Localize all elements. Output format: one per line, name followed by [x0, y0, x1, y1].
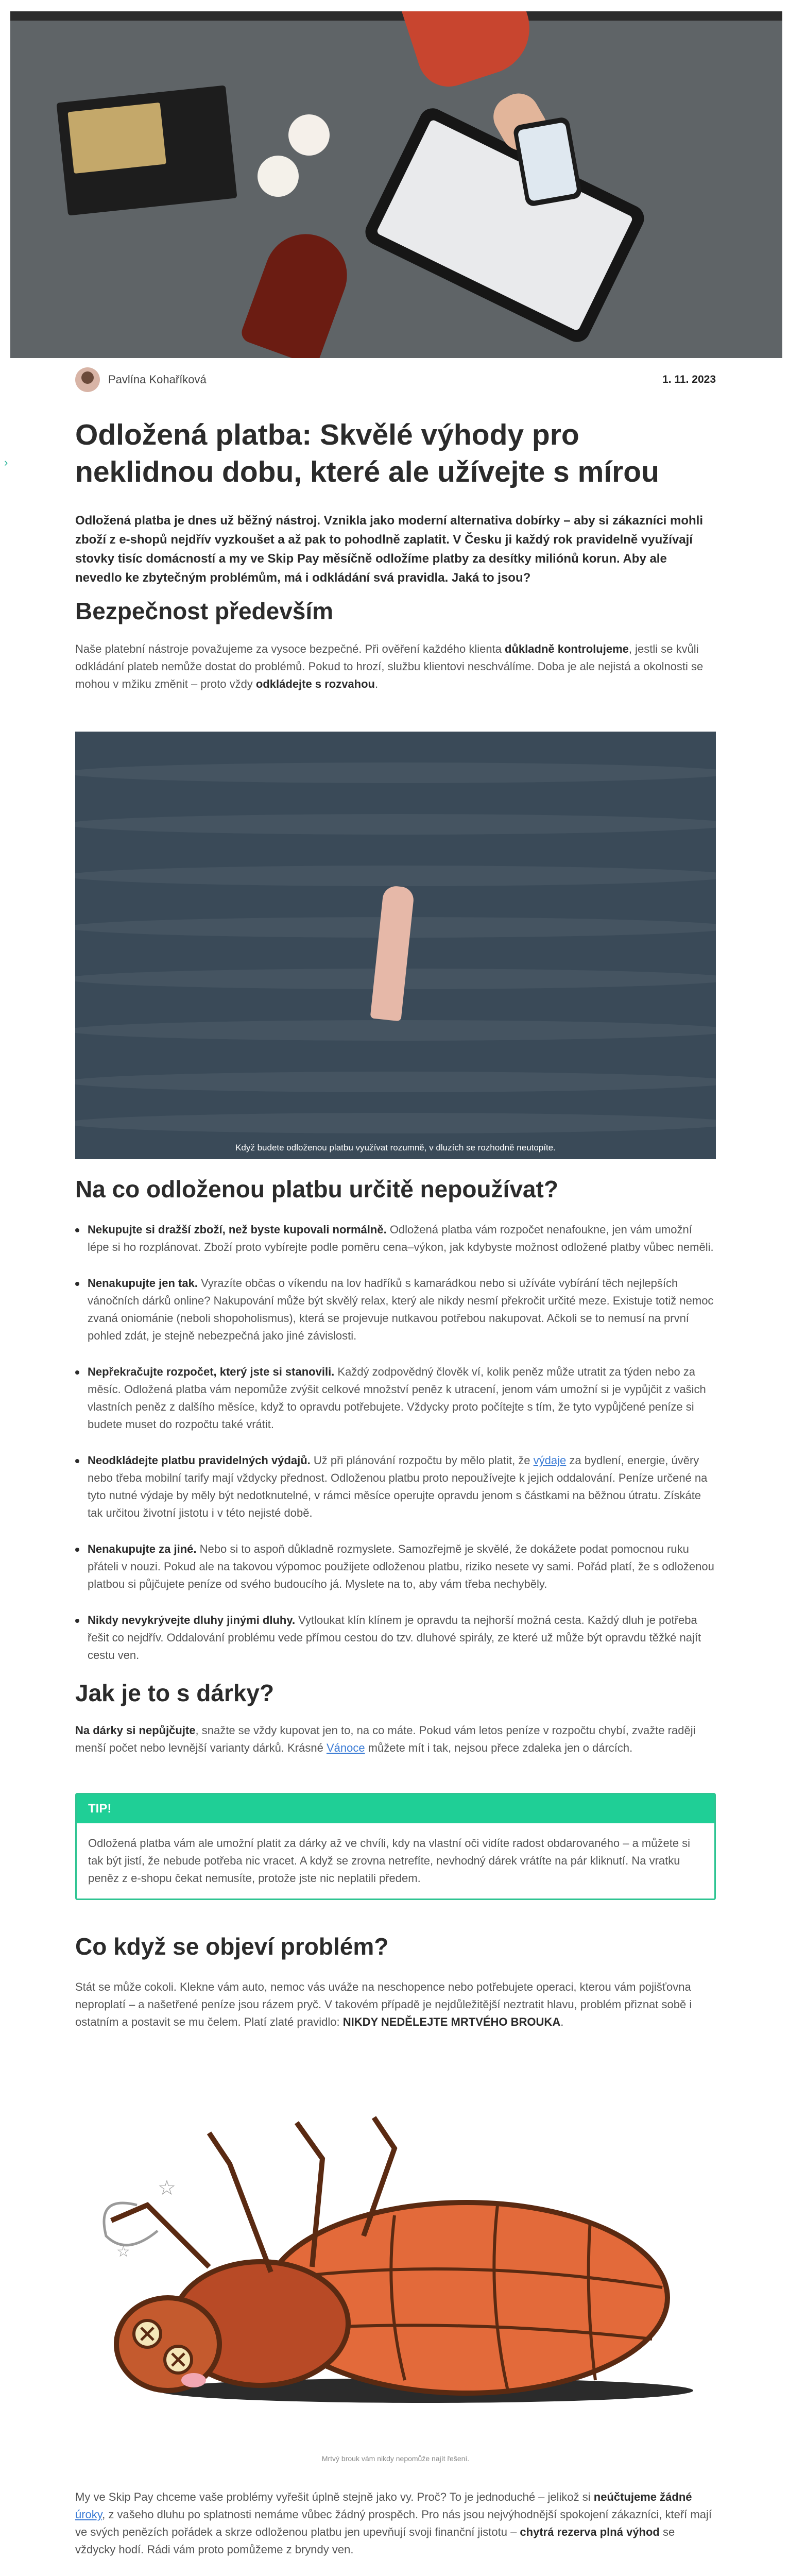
- hero-image: [10, 11, 782, 358]
- list-item: Neodkládejte platbu pravidelných výdajů. Už při plánování rozpočtu by mělo platit, že výdaje za bydlení, energie, úvěry nebo třeba mobilní tarify mají vždycky přednost. Odloženou platbu proto nepoužívejte k jejich oddalování. Peníze určené na tyto nutné výdaje by měly být nedotknutelné, v rámci měsíce operujte opravdu jenom s částkami na běžnou útratu. Získáte tak určitou životní jistotu i v této nejisté době.: [75, 1452, 716, 1522]
- tip-body: Odložená platba vám ale umožní platit za dárky až ve chvíli, kdy na vlastní oči vidíte radost obdarovaného – a můžete si tak být jistí, že nebude potřeba nic vracet. A když se zrovna netrefíte, nevhodný dárek vrátíte na pár kliknutí. Na vratku peněz z e-shopu čekat nemusíte, protože jste nic neplatili předem.: [88, 1837, 691, 1885]
- section-heading-problem: Co když se objeví problém?: [75, 1933, 389, 1960]
- approach-paragraph: [75, 2573, 716, 2576]
- photo-caption: Když budete odloženou platbu využívat rozumně, v dluzích se rozhodně neutopíte.: [235, 1143, 556, 1153]
- link-uroky[interactable]: úroky: [75, 2508, 102, 2521]
- arm-illustration: [370, 885, 415, 1022]
- author[interactable]: [75, 367, 207, 392]
- dead-bug-illustration: [75, 2102, 716, 2442]
- list-item: Nenakupujte za jiné. Nebo si to aspoň důkladně rozmyslete. Samozřejmě je skvělé, že dokážete podat pomocnou ruku přáteli v nouzi. Pokud ale na takovou výpomoc použijete odloženou platbu, riziko nesete vy sami. Pořád platí, že s odloženou platbou si půjčujete peníze od svého budoucího já. Myslete na to, aby vám třeba nechyběly.: [75, 1540, 716, 1593]
- tip-box-gifts: [75, 1793, 716, 1900]
- skippay-paragraph: My ve Skip Pay chceme vaše problémy vyřešit úplně stejně jako vy. Proč? To je jednoduché – jelikož si neúčtujeme žádné úroky, z vašeho dluhu po splatnosti nemáme vůbec žádný prospěch. Pro nás jsou nejvýhodnější spokojení zákazníci, kteří mají ve svých penězích pořádek a skrze odloženou platbu jen upevňují svoji finanční jistotu – chytrá rezerva plná výhod se vždycky hodí. Rádi vám proto pomůžeme z bryndy ven.: [75, 2490, 712, 2556]
- bug-caption: Mrtvý brouk vám nikdy nepomůže najít řešení.: [321, 2454, 470, 2463]
- list-item: Nenakupujte jen tak. Vyrazíte občas o víkendu na lov hadříků s kamarádkou nebo si užíváte vybírání těch nejlepších vánočních dárků online? Nakupování může být skvělý relax, který ale nikdy nesmí překročit určité meze. Existuje totiž nemoc zvaná oniománie (neboli shopoholismus), která se projevuje nutkavou potřebou nakupovat. Ačkoli se to nemusí na první pohled zdát, je stejně nebezpečná jako jiné závislosti.: [75, 1275, 716, 1345]
- problem-paragraph: Stát se může cokoli. Kleknе vám auto, nemoc vás uváže na neschopence nebo potřebujete operaci, kterou vám pojišťovna neproplatí – a našetřené peníze jsou rázem pryč. V takovém případě je nejdůležitější neztratit hlavu, problém přiznat sobě i ostatním a postavit se mu čelem. Platí zlaté pravidlo: NIKDY NEDĚLEJTE MRTVÉHO BROUKA.: [75, 1980, 692, 2028]
- section-heading-security: Bezpečnost především: [75, 598, 334, 624]
- link-vanoce[interactable]: Vánoce: [326, 1741, 365, 1754]
- list-item: Nekupujte si dražší zboží, než byste kupovali normálně. Odložená platba vám rozpočet nenafoukne, jen vám umožní lépe si ho rozplánovat. Zboží proto vybírejte podle poměru cena–výkon, jak kdybyste možnost odložené platby vůbec neměli.: [75, 1221, 716, 1256]
- author-name[interactable]: Pavlína Kohaříková: [108, 373, 207, 386]
- section-heading-gifts: Jak je to s dárky?: [75, 1680, 275, 1706]
- list-item: Nikdy nevykrývejte dluhy jinými dluhy. Vytloukat klín klínem je opravdu ta nejhorší možná cesta. Každý dluh je potřeba řešit co nejdřív. Oddalování problému vede přímou cestou do tzv. dluhové spirály, ze které už může být opravdu těžké najít cestu ven.: [75, 1612, 716, 1664]
- svg-text:☆: ☆: [116, 2243, 130, 2261]
- gifts-paragraph: Na dárky si nepůjčujte, snažte se vždy kupovat jen to, na co máte. Pokud vám letos peníze v rozpočtu chybí, zvažte raději menší počet nebo levnější varianty dárků. Krásné Vánoce můžete mít i tak, nejsou přece zdaleka jen o dárcích.: [75, 1724, 696, 1754]
- security-paragraph: Naše platební nástroje považujeme za vysoce bezpečné. Při ověření každého klienta důkladně kontrolujeme, jestli se kvůli odkládání plateb nemůže dostat do problémů. Pokud to hrozí, službu klientovi neschválíme. Doba je ale nejistá a okolnosti se mohou v mžiku změnit – proto vždy odkládejte s rozvahou.: [75, 642, 704, 690]
- lead-paragraph: Odložená platba je dnes už běžný nástroj. Vznikla jako moderní alternativa dobírky – aby si zákazníci mohli zboží z e-shopů nejdřív vyzkoušet a až pak to pohodlně zaplatit. V Česku ji každý rok pravidelně využívají stovky tisíc domácností a my ve Skip Pay měsíčně odložíme platby za desítky miliónů korun. Aby ale nevedlo ke zbytečným problémům, má i odkládání svá pravidla. Jaká to jsou?: [75, 514, 704, 585]
- section-heading-avoid: Na co odloženou platbu určitě nepoužívat?: [75, 1176, 558, 1202]
- page-title: Odložená platba: Skvělé výhody pro neklidnou dobu, které ale užívejte s mírou: [75, 418, 659, 488]
- list-item: Nepřekračujte rozpočet, který jste si stanovili. Každý zodpovědný člověk ví, kolik peněz může utratit za týden nebo za měsíc. Odložená platba vám nepomůže zvýšit celkové množství peněz k utracení, jenom vám umožní si je vypůjčit z vašich vlastních peněz z dalšího měsíce, když to opravdu potřebujete. Vždycky proto počítejte s tím, že tyto vypůjčené peníze si budete muset do rozpočtu také vrátit.: [75, 1363, 716, 1433]
- drowning-photo: [75, 732, 716, 1159]
- link-vydaje[interactable]: výdaje: [533, 1454, 567, 1467]
- publish-date: 1. 11. 2023: [662, 374, 716, 385]
- article-meta: [75, 367, 716, 393]
- avoid-list: [75, 1221, 716, 1683]
- avatar: [75, 367, 100, 392]
- svg-text:☆: ☆: [158, 2176, 176, 2200]
- side-chevron-icon[interactable]: ›: [4, 456, 8, 469]
- tip-heading: TIP!: [77, 1794, 714, 1823]
